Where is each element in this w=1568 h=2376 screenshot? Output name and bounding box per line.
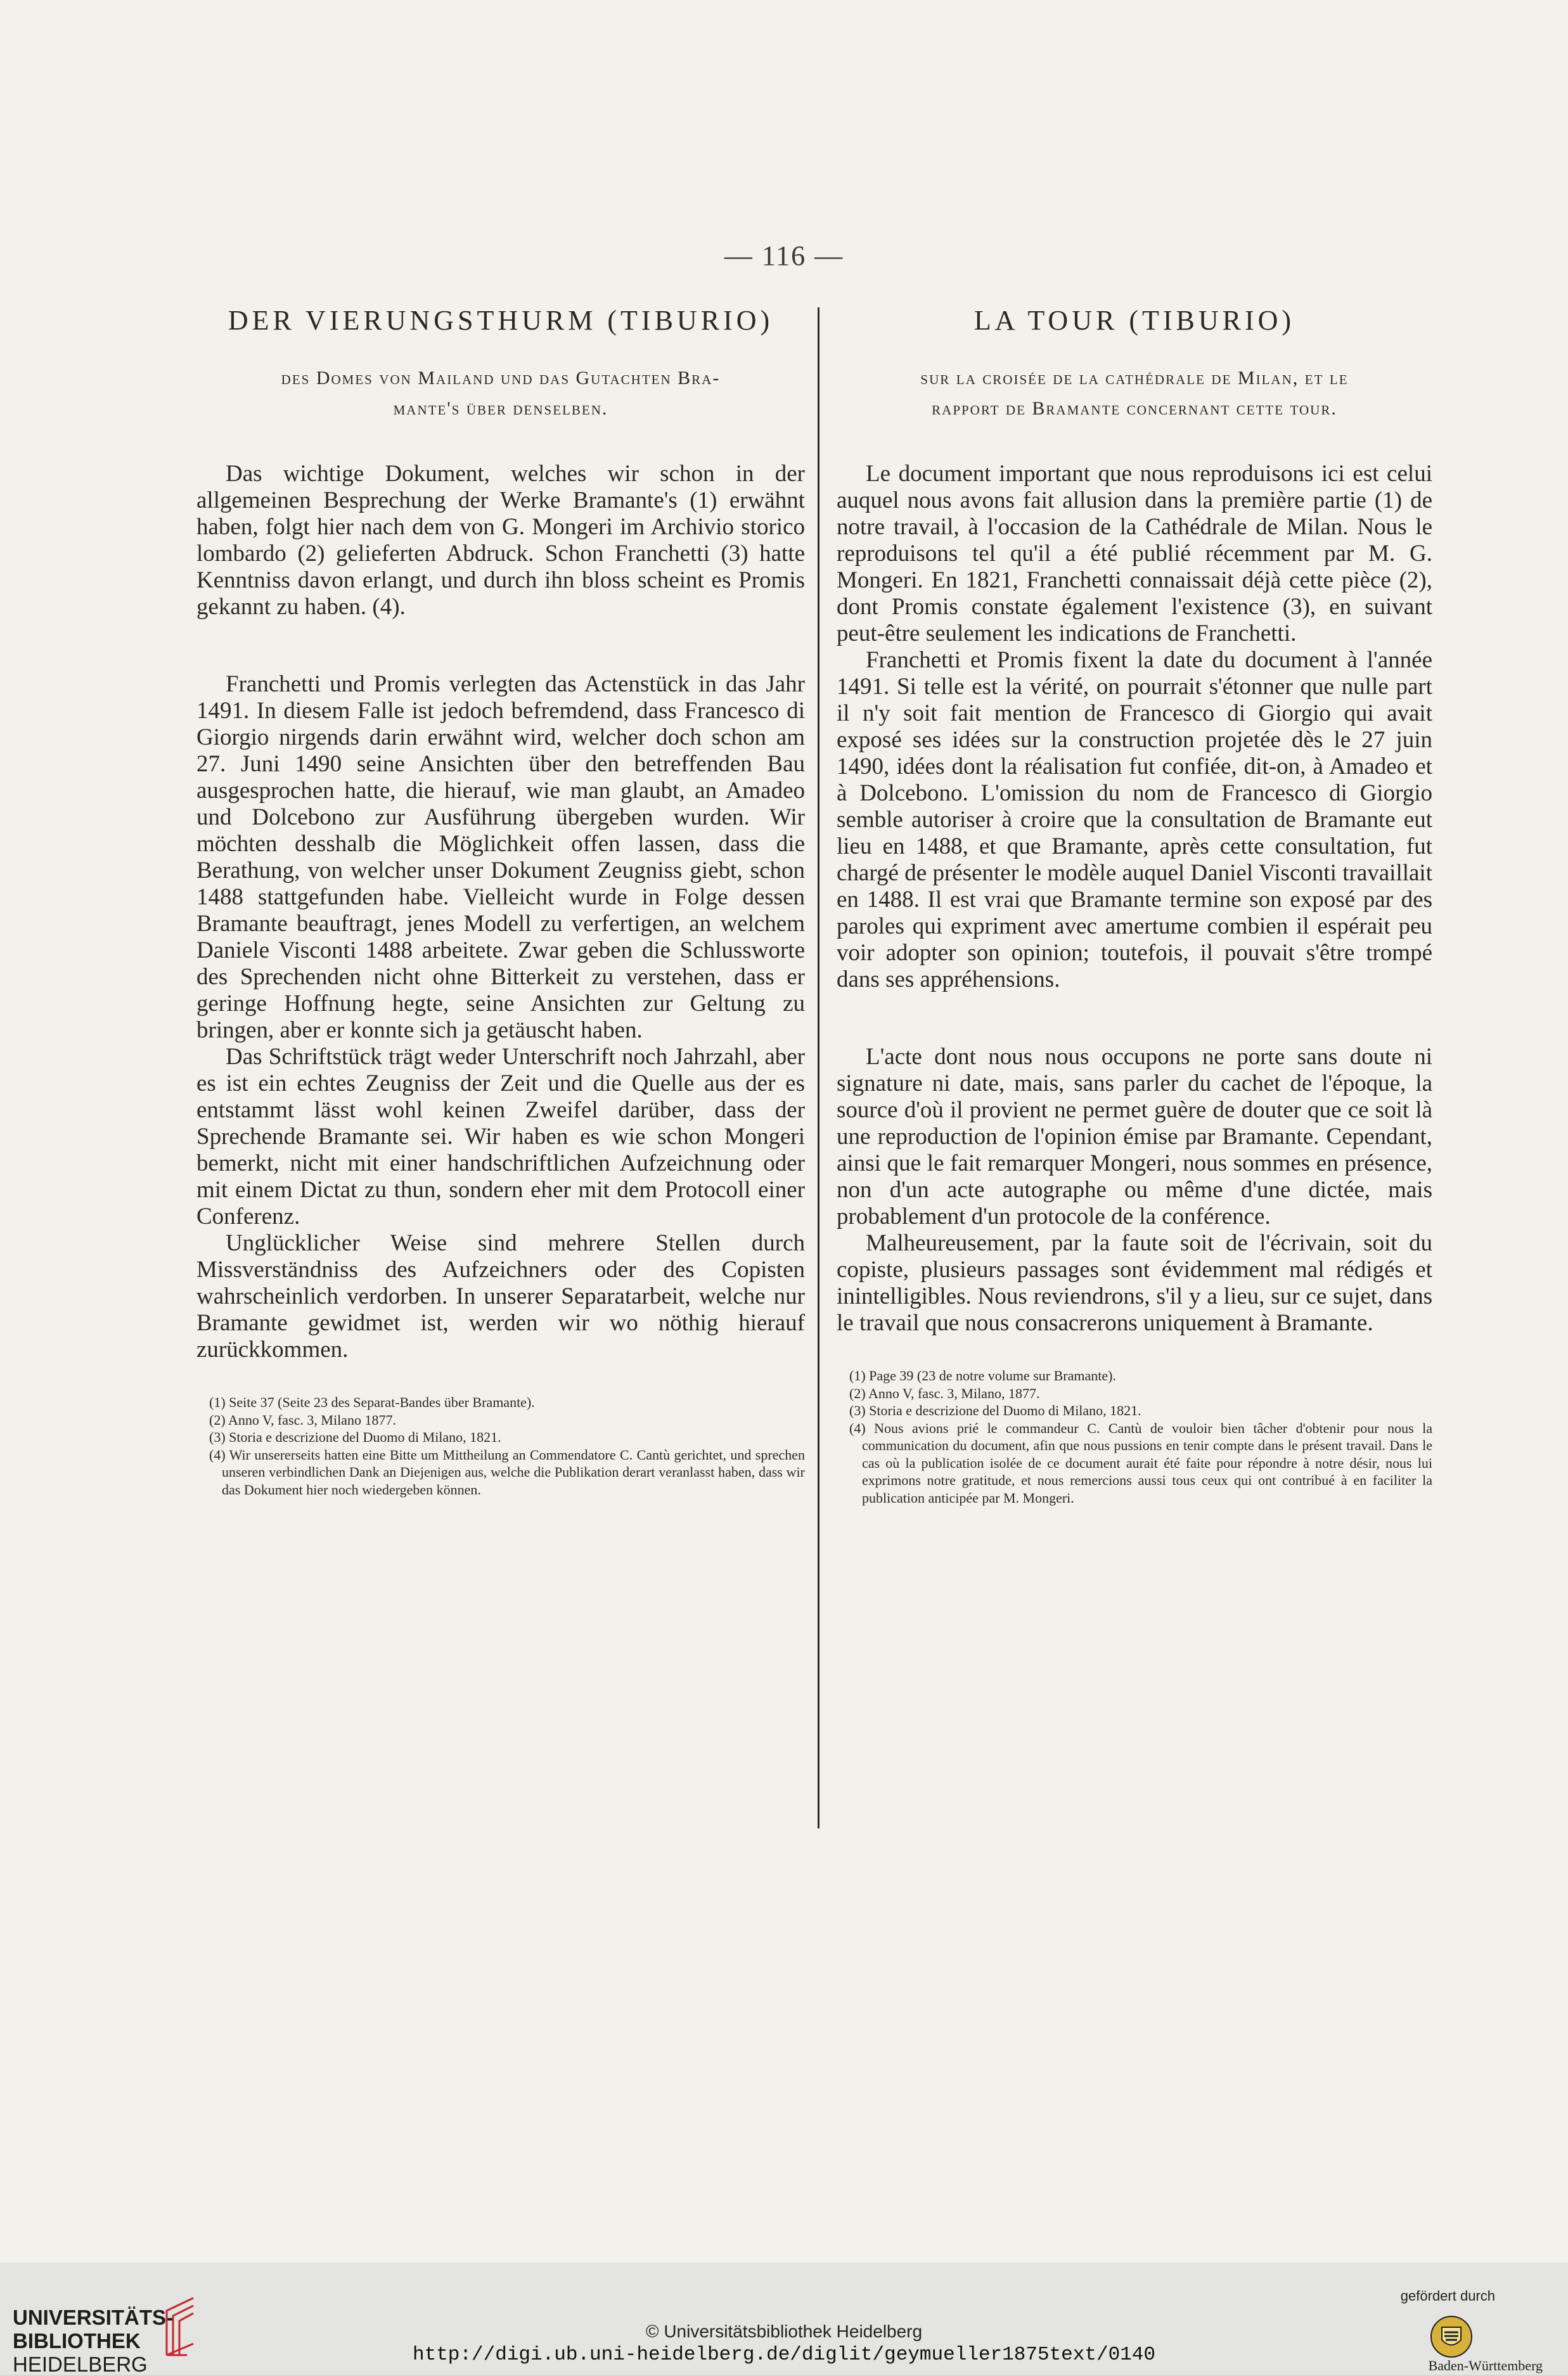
german-paragraph-2: Franchetti und Promis verlegten das Actenstück in das Jahr 1491. In diesem Falle ist jedoch befremdend, dass Francesco di Giorgio nirgends darin erwähnt wird, welcher doch schon am 27. Juni 1490 seine Ansichten über den betreffenden Bau ausgesprochen hatte, die hierauf, wie man glaubt, an Amadeo und Dolcebono zur Ausführung übergeben wurden. Wir möchten desshalb die Möglichkeit offen lassen, dass die Berathung, von welcher unser Dokument Zeugniss giebt, schon 1488 stattgefunden habe. Vielleicht wurde in Folge dessen Bramante beauftragt, jenes Modell zu verfertigen, an welchem Daniele Visconti 1488 arbeitete. Zwar geben die Schlussworte des Sprechenden nicht ohne Bitterkeit zu verstehen, dass er geringe Hoffnung hegte, seine Ansichten zur Geltung zu bringen, aber er konnte sich ja getäuscht haben. [196, 671, 805, 1043]
german-title: DER VIERUNGSTHURM (TIBURIO) [228, 305, 774, 336]
french-footnotes [837, 1367, 1432, 1506]
french-paragraph-2: Franchetti et Promis fixent la date du document à l'année 1491. Si telle est la vérité, on pourrait s'étonner que nulle part il n'y soit fait mention de Francesco di Giorgio qui avait exposé ses idées sur la construction projetée dès le 27 juin 1490, idées dont la réalisation fut confiée, dit-on, à Amadeo et à Dolcebono. L'omission du nom de Francesco di Giorgio semble autoriser à croire que la consultation de Bramante eut lieu en 1488, et que Bramante, après cette consultation, fut chargé de présenter le modèle auquel Daniel Visconti travaillait en 1488. Il est vrai que Bramante termine son exposé par des paroles qui expriment avec amertume combien il espérait peu voir adopter son opinion; toutefois, il pouvait s'être trompé dans ses appréhensions. [837, 647, 1432, 992]
german-footnote-4: (4) Wir unsererseits hatten eine Bitte um Mittheilung an Commendatore C. Cantù gerichtet, und sprechen unseren verbindlichen Dank an Diejenigen aus, welche die Publikation derart veranlasst haben, dass wir das Dokument hier noch wiedergeben können. [209, 1446, 805, 1498]
funded-by-label: gefördert durch [1400, 2288, 1495, 2304]
state-name: Baden-Württemberg [1428, 2358, 1543, 2373]
column-divider [818, 307, 819, 1828]
french-subtitle-line-2: rapport de Bramante concernant cette tour. [932, 398, 1337, 419]
german-subtitle-line-1: des Domes von Mailand und das Gutachten Bra- [281, 368, 721, 389]
german-footnote-2: (2) Anno V, fasc. 3, Milano 1877. [209, 1411, 396, 1428]
french-paragraph-4: Malheureusement, par la faute soit de l'écrivain, soit du copiste, plusieurs passages sont évidemment mal rédigés et inintelligibles. Nous reviendrons, s'il y a lieu, sur ce sujet, dans le travail que nous consacrerons uniquement à Bramante. [837, 1230, 1432, 1336]
french-paragraph-1: Le document important que nous reproduisons ici est celui auquel nous avons fait allusion dans la première partie (1) de notre travail, à l'occasion de la Cathédrale de Milan. Nous le reproduisons tel qu'il a été publié récemment par M. G. Mongeri. En 1821, Franchetti connaissait déjà cette pièce (2), dont Promis constate également l'existence (3), en suivant peut-être seulement les indications de Franchetti. [837, 461, 1432, 646]
french-footnote-1: (1) Page 39 (23 de notre volume sur Bramante). [849, 1368, 1116, 1384]
french-footnote-4: (4) Nous avions prié le commandeur C. Cantù de vouloir bien tâcher d'obtenir pour nous la communication du document, afin que nous pussions en tenir compte dans le présent travail. Dans le cas où la publication isolée de ce document aurait été faite pour répondre à notre désir, nous lui exprimons notre gratitude, et nous remercions aussi tous ceux qui ont contribué à en faciliter la publication anticipée par M. Mongeri. [849, 1420, 1432, 1506]
german-paragraph-3: Das Schriftstück trägt weder Unterschrift noch Jahrzahl, aber es ist ein echtes Zeugniss der Zeit und die Quelle aus der es entstammt lässt wohl keinen Zweifel darüber, dass der Sprechende Bramante sei. Wir haben es wie schon Mongeri bemerkt, nicht mit einer handschriftlichen Aufzeichnung oder mit einem Dictat zu thun, sondern eher mit dem Protocoll einer Conferenz. [196, 1044, 805, 1230]
german-column [196, 304, 805, 1498]
permalink-url[interactable]: http://digi.ub.uni-heidelberg.de/diglit/geymueller1875text/0140 [413, 2344, 1155, 2366]
french-subtitle-line-1: sur la croisée de la cathédrale de Milan, et le [920, 368, 1349, 389]
german-paragraph-4: Unglücklicher Weise sind mehrere Stellen durch Missverständniss des Aufzeichners oder des Copisten wahrscheinlich verdorben. In unserer Separatarbeit, welche nur Bramante gewidmet ist, werden wir wo nöthig hierauf zurückkommen. [196, 1230, 805, 1363]
german-footnote-1: (1) Seite 37 (Seite 23 des Separat-Bandes über Bramante). [209, 1394, 535, 1410]
german-footnote-3: (3) Storia e descrizione del Duomo di Milano, 1821. [209, 1429, 501, 1445]
french-title: LA TOUR (TIBURIO) [974, 305, 1295, 336]
library-name-line-2: BIBLIOTHEK [13, 2329, 141, 2353]
library-name-line-1: UNIVERSITÄTS- [13, 2306, 174, 2329]
library-name-line-3: HEIDELBERG [13, 2353, 148, 2376]
german-subtitle-line-2: mante's über denselben. [393, 398, 608, 419]
french-subtitle [837, 363, 1432, 424]
french-footnote-2: (2) Anno V, fasc. 3, Milano, 1877. [849, 1385, 1040, 1401]
german-paragraph-1: Das wichtige Dokument, welches wir schon in der allgemeinen Besprechung der Werke Bramante's (1) erwähnt haben, folgt hier nach dem von G. Mongeri im Archivio storico lombardo (2) gelieferten Abdruck. Schon Franchetti (3) hatte Kenntniss davon erlangt, und durch ihn bloss scheint es Promis gekannt zu haben. (4). [196, 461, 805, 620]
french-footnote-3: (3) Storia e descrizione del Duomo di Milano, 1821. [849, 1403, 1141, 1418]
french-column [837, 304, 1432, 1506]
german-footnotes [196, 1394, 805, 1498]
viewer-footer [0, 2263, 1568, 2375]
french-paragraph-3: L'acte dont nous nous occupons ne porte sans doute ni signature ni date, mais, sans parler du cachet de l'époque, la source d'où il provient ne permet guère de douter que ce soit là une reproduction de l'opinion émise par Bramante. Cependant, ainsi que le fait remarquer Mongeri, nous sommes en présence, non d'un acte autographe ou même d'une dictée, mais probablement d'un protocole de la conférence. [837, 1044, 1432, 1230]
german-subtitle [196, 363, 805, 424]
state-coat-of-arms-icon [1429, 2315, 1474, 2359]
page-number: — 116 — [724, 240, 844, 271]
copyright-notice: © Universitätsbibliothek Heidelberg [645, 2321, 923, 2341]
